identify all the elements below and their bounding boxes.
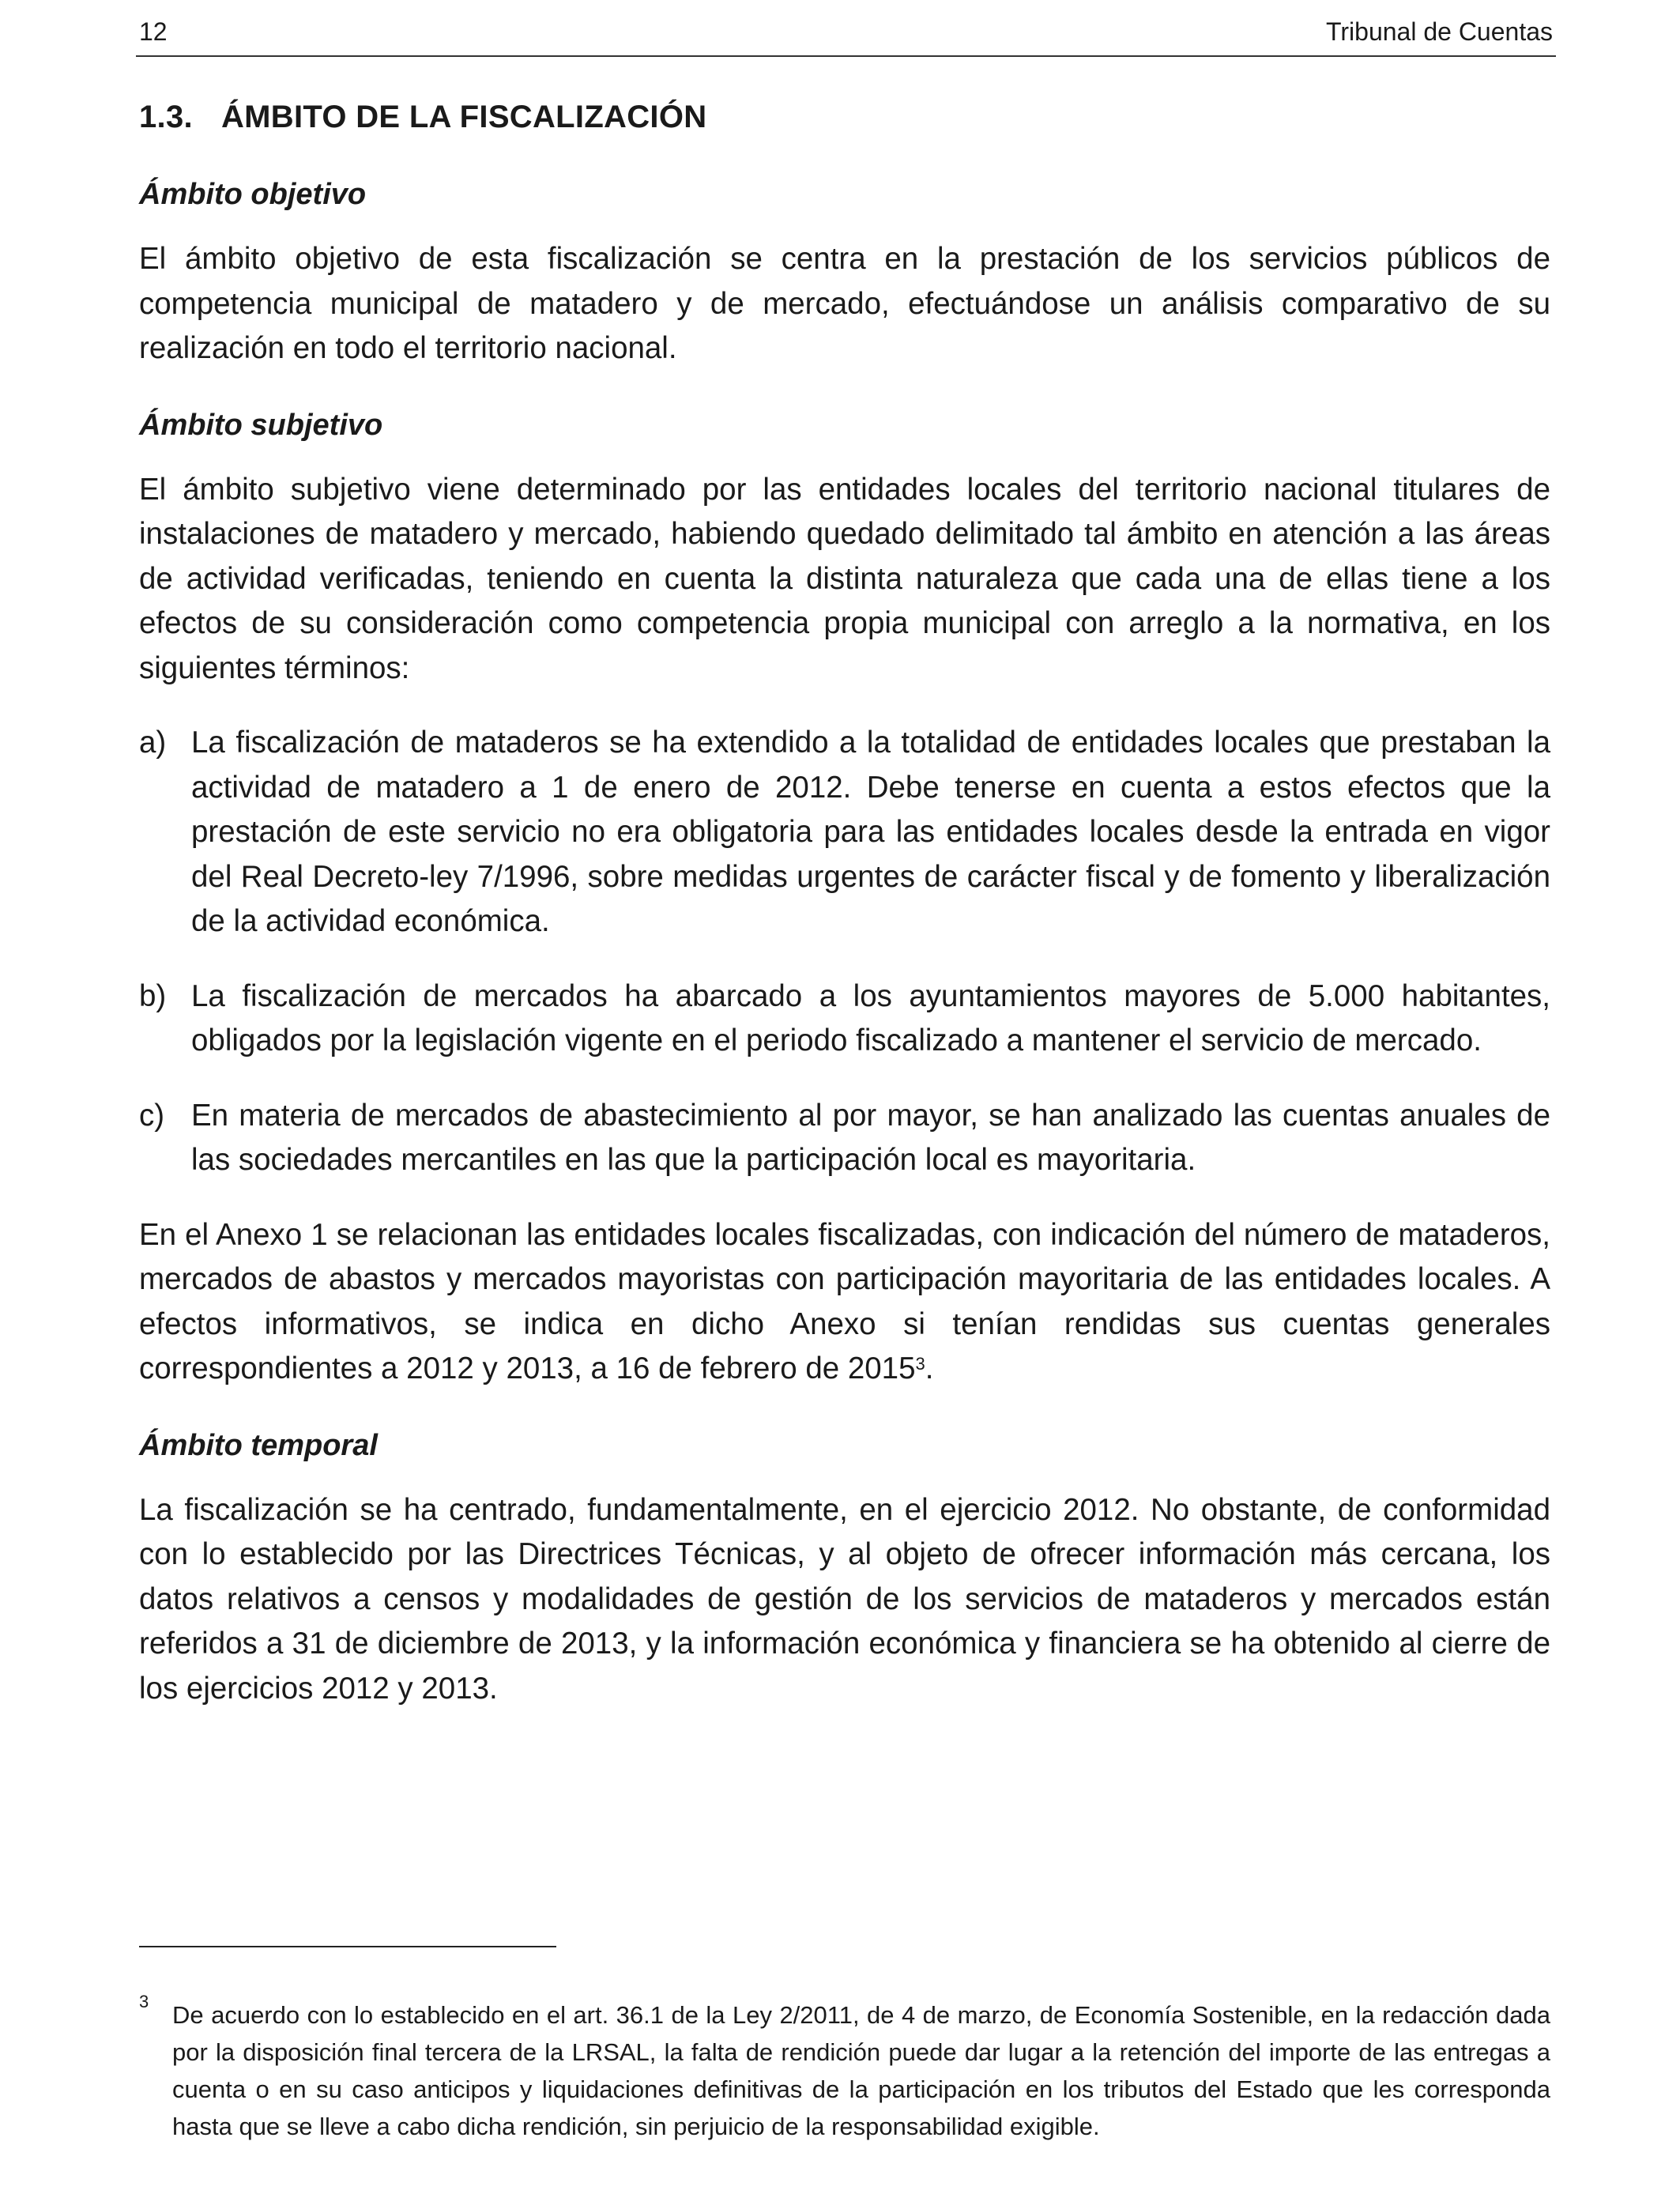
running-header <box>136 14 1556 57</box>
section-title <box>139 93 1550 141</box>
list-marker: b) <box>139 978 167 1013</box>
heading-ambito-objetivo: Ámbito objetivo <box>139 178 367 211</box>
footnote-reference[interactable]: 3 <box>915 1354 925 1374</box>
scope-list <box>139 721 1550 1183</box>
page-number: 12 <box>139 17 168 46</box>
main-content <box>139 93 1550 1711</box>
list-item <box>139 1094 1550 1183</box>
footnote <box>139 1992 1550 2145</box>
publisher-name: Tribunal de Cuentas <box>1326 17 1553 46</box>
anexo-text-end: . <box>925 1351 934 1385</box>
paragraph-ambito-objetivo: El ámbito objetivo de esta fiscalización se centra en la prestación de los servicios públicos de competencia municipal de matadero y de mercado, efectuándose un análisis comparativo de su realización en todo el territorio nacional. <box>139 242 1550 365</box>
footnote-mark: 3 <box>139 1992 149 2011</box>
list-item <box>139 721 1550 944</box>
list-marker: a) <box>139 726 167 760</box>
section-title-text: ÁMBITO DE LA FISCALIZACIÓN <box>221 100 707 134</box>
paragraph-anexo <box>139 1213 1550 1392</box>
list-item-text: En materia de mercados de abastecimiento al por mayor, se han analizado las cuentas anuales de las sociedades mercantiles en las que la participación local es mayoritaria. <box>191 1098 1550 1177</box>
list-marker: c) <box>139 1098 165 1133</box>
paragraph-ambito-subjetivo: El ámbito subjetivo viene determinado por las entidades locales del territorio nacional titulares de instalaciones de matadero y mercado, habiendo quedado delimitado tal ámbito en atención a las áreas de actividad verificadas, teniendo en cuenta la distinta naturaleza que cada una de ellas tiene a los efectos de su consideración como competencia propia municipal con arreglo a la normativa, en los siguientes términos: <box>139 472 1550 685</box>
anexo-text: En el Anexo 1 se relacionan las entidades locales fiscalizadas, con indicación del número de mataderos, mercados de abastos y mercados mayoristas con participación mayoritaria de las entidades locales. A efectos informativos, se indica en dicho Anexo si tenían rendidas sus cuentas generales correspondientes a 2012 y 2013, a 16 de febrero de 2015 <box>139 1217 1550 1385</box>
paragraph-ambito-temporal: La fiscalización se ha centrado, fundamentalmente, en el ejercicio 2012. No obstante, de conformidad con lo establecido por las Directrices Técnicas, y al objeto de ofrecer información más cercana, los datos relativos a censos y modalidades de gestión de los servicios de mataderos y mercados están referidos a 31 de diciembre de 2013, y la información económica y financiera se ha obtenido al cierre de los ejercicios 2012 y 2013. <box>139 1492 1550 1706</box>
heading-ambito-temporal: Ámbito temporal <box>139 1428 378 1462</box>
section-number: 1.3. <box>139 100 193 134</box>
heading-ambito-subjetivo: Ámbito subjetivo <box>139 408 383 442</box>
footnote-divider <box>139 1946 556 1947</box>
footnote-text: De acuerdo con lo establecido en el art. 36.1 de la Ley 2/2011, de 4 de marzo, de Economía Sostenible, en la redacción dada por la disposición final tercera de la LRSAL, la falta de rendición puede dar lugar a la retención del importe de las entregas a cuenta o en su caso anticipos y liquidaciones definitivas de la participación en los tributos del Estado que les corresponda hasta que se lleve a cabo dicha rendición, sin perjuicio de la responsabilidad exigible. <box>172 2001 1550 2140</box>
list-item-text: La fiscalización de mercados ha abarcado a los ayuntamientos mayores de 5.000 habitantes, obligados por la legislación vigente en el periodo fiscalizado a mantener el servicio de mercado. <box>191 978 1550 1057</box>
list-item-text: La fiscalización de mataderos se ha extendido a la totalidad de entidades locales que prestaban la actividad de matadero a 1 de enero de 2012. Debe tenerse en cuenta a estos efectos que la prestación de este servicio no era obligatoria para las entidades locales desde la entrada en vigor del Real Decreto-ley 7/1996, sobre medidas urgentes de carácter fiscal y de fomento y liberalización de la actividad económica. <box>191 726 1550 938</box>
list-item <box>139 974 1550 1064</box>
